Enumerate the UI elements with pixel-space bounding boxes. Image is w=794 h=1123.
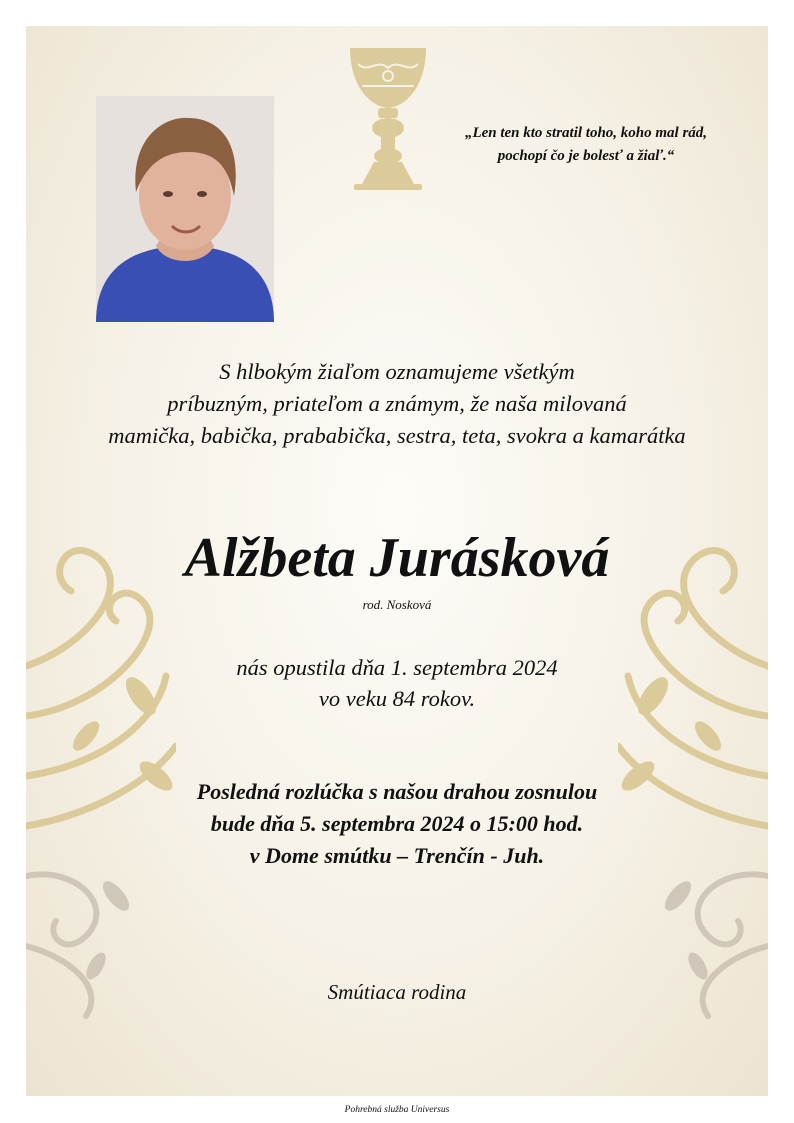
passing-line-2: vo veku 84 rokov. bbox=[318, 686, 476, 711]
portrait-illustration bbox=[96, 96, 274, 322]
obituary-card bbox=[26, 26, 768, 1096]
farewell-line-3: v Dome smútku – Trenčín - Juh. bbox=[249, 843, 545, 868]
funeral-service-credit: Pohrebná služba Universus bbox=[344, 1105, 450, 1115]
intro-line-2: príbuzným, priateľom a známym, že naša milovaná bbox=[167, 391, 627, 416]
intro-line-1: S hlbokým žiaľom oznamujeme všetkým bbox=[219, 359, 575, 384]
maiden-name: rod. Nosková bbox=[362, 597, 432, 612]
farewell-info bbox=[26, 776, 768, 872]
portrait-photo bbox=[96, 96, 274, 322]
quote-line-2: pochopí čo je bolesť a žiaľ.“ bbox=[497, 148, 675, 164]
farewell-line-1: Posledná rozlúčka s našou drahou zosnulou bbox=[196, 779, 598, 804]
passing-line-1: nás opustila dňa 1. septembra 2024 bbox=[236, 655, 558, 680]
intro-line-3: mamička, babička, prababička, sestra, teta, svokra a kamarátka bbox=[108, 423, 686, 448]
passing-info bbox=[26, 652, 768, 714]
family-signature: Smútiaca rodina bbox=[327, 980, 467, 1004]
announcement-intro bbox=[26, 356, 768, 452]
memorial-quote bbox=[416, 122, 756, 168]
chalice-icon bbox=[348, 44, 428, 192]
quote-line-1: „Len ten kto stratil toho, koho mal rád, bbox=[464, 125, 708, 141]
deceased-name: Alžbeta Jurásková bbox=[184, 527, 610, 589]
farewell-line-2: bude dňa 5. septembra 2024 o 15:00 hod. bbox=[210, 811, 584, 836]
